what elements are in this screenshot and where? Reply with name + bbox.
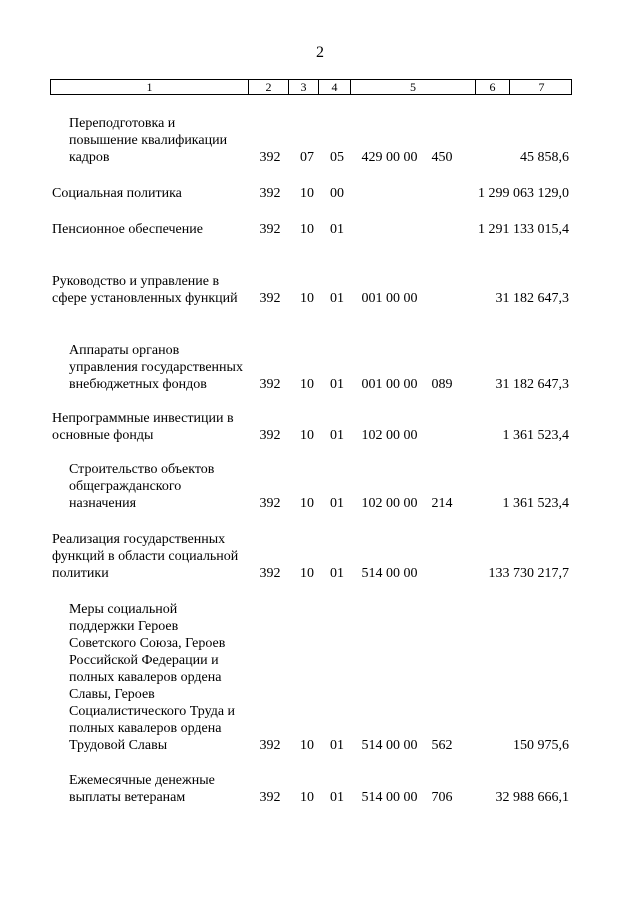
header-col-3: 3 [289, 80, 319, 94]
header-col-4: 4 [319, 80, 351, 94]
row-amount: 31 182 647,3 [495, 377, 569, 392]
row-code-2: 392 [259, 186, 281, 201]
row-amount: 150 975,6 [513, 738, 569, 753]
page-number: 2 [316, 44, 324, 61]
row-amount: 1 361 523,4 [502, 428, 569, 443]
header-col-1: 1 [51, 80, 249, 94]
row-code-4: 01 [330, 291, 344, 306]
row-code-6: 562 [431, 738, 453, 753]
header-col-2: 2 [249, 80, 289, 94]
row-name: Руководство и управление в сфере установленных функций [52, 274, 238, 306]
row-name: Пенсионное обеспечение [52, 222, 203, 237]
row-code-4: 01 [330, 377, 344, 392]
header-col-5: 5 [351, 80, 476, 94]
row-code-4: 01 [330, 566, 344, 581]
row-name: Реализация государственных функций в области социальной политики [52, 532, 239, 581]
row-code-3: 10 [300, 738, 314, 753]
row-code-3: 10 [300, 222, 314, 237]
row-code-3: 10 [300, 790, 314, 805]
row-amount: 45 858,6 [520, 150, 569, 165]
row-amount: 1 361 523,4 [502, 496, 569, 511]
row-code-2: 392 [259, 496, 281, 511]
row-name: Аппараты органов управления государственных внебюджетных фондов [69, 343, 243, 392]
table-row [0, 529, 640, 582]
header-col-7: 7 [538, 80, 545, 94]
row-name: Ежемесячные денежные выплаты ветеранам [69, 773, 215, 805]
row-code-3: 10 [300, 566, 314, 581]
row-code-3: 10 [300, 496, 314, 511]
row-code-6: 706 [431, 790, 453, 805]
table-row [0, 460, 640, 512]
row-code-5: 514 00 00 [361, 790, 418, 805]
row-amount: 133 730 217,7 [488, 566, 569, 581]
row-code-2: 392 [259, 222, 281, 237]
row-code-5: 514 00 00 [361, 566, 418, 581]
row-code-5: 102 00 00 [361, 428, 418, 443]
row-code-4: 01 [330, 496, 344, 511]
row-code-3: 10 [300, 428, 314, 443]
table-row [0, 324, 640, 393]
row-code-2: 392 [259, 291, 281, 306]
table-row [0, 598, 640, 754]
row-name: Непрограммные инвестиции в основные фонды [52, 411, 234, 443]
row-code-4: 05 [330, 150, 344, 165]
row-name: Переподготовка и повышение квалификации кадров [69, 116, 228, 165]
row-amount: 1 299 063 129,0 [478, 186, 569, 201]
row-code-4: 01 [330, 222, 344, 237]
row-code-2: 392 [259, 566, 281, 581]
table-row [0, 220, 640, 238]
row-code-6: 089 [431, 377, 453, 392]
header-col-6: 6 [476, 80, 510, 94]
row-code-5: 001 00 00 [361, 291, 418, 306]
row-amount: 1 291 133 015,4 [478, 222, 569, 237]
row-code-4: 01 [330, 428, 344, 443]
row-code-5: 429 00 00 [361, 150, 418, 165]
row-code-2: 392 [259, 150, 281, 165]
row-code-3: 10 [300, 377, 314, 392]
row-code-2: 392 [259, 377, 281, 392]
row-code-5: 102 00 00 [361, 496, 418, 511]
row-code-3: 07 [300, 150, 314, 165]
row-amount: 32 988 666,1 [495, 790, 569, 805]
row-name: Строительство объектов общегражданского назначения [69, 462, 215, 511]
table-row [0, 184, 640, 202]
row-code-3: 10 [300, 291, 314, 306]
row-code-2: 392 [259, 790, 281, 805]
table-row [0, 771, 640, 806]
row-code-6: 214 [431, 496, 453, 511]
row-code-5: 514 00 00 [361, 738, 418, 753]
table-header [50, 79, 572, 95]
table-row [0, 410, 640, 444]
row-name: Социальная политика [52, 186, 182, 201]
row-code-5: 001 00 00 [361, 377, 418, 392]
row-code-2: 392 [259, 428, 281, 443]
row-code-6: 450 [431, 150, 453, 165]
row-code-2: 392 [259, 738, 281, 753]
table-row [0, 255, 640, 307]
row-code-4: 01 [330, 738, 344, 753]
row-amount: 31 182 647,3 [495, 291, 569, 306]
row-code-3: 10 [300, 186, 314, 201]
table-row [0, 113, 640, 166]
row-name: Меры социальной поддержки Героев Советского Союза, Героев Российской Федерации и полных кавалеров ордена Славы, Героев Социалистического Труда и полных кавалеров ордена Трудовой Славы [69, 602, 236, 753]
row-code-4: 00 [330, 186, 344, 201]
row-code-4: 01 [330, 790, 344, 805]
